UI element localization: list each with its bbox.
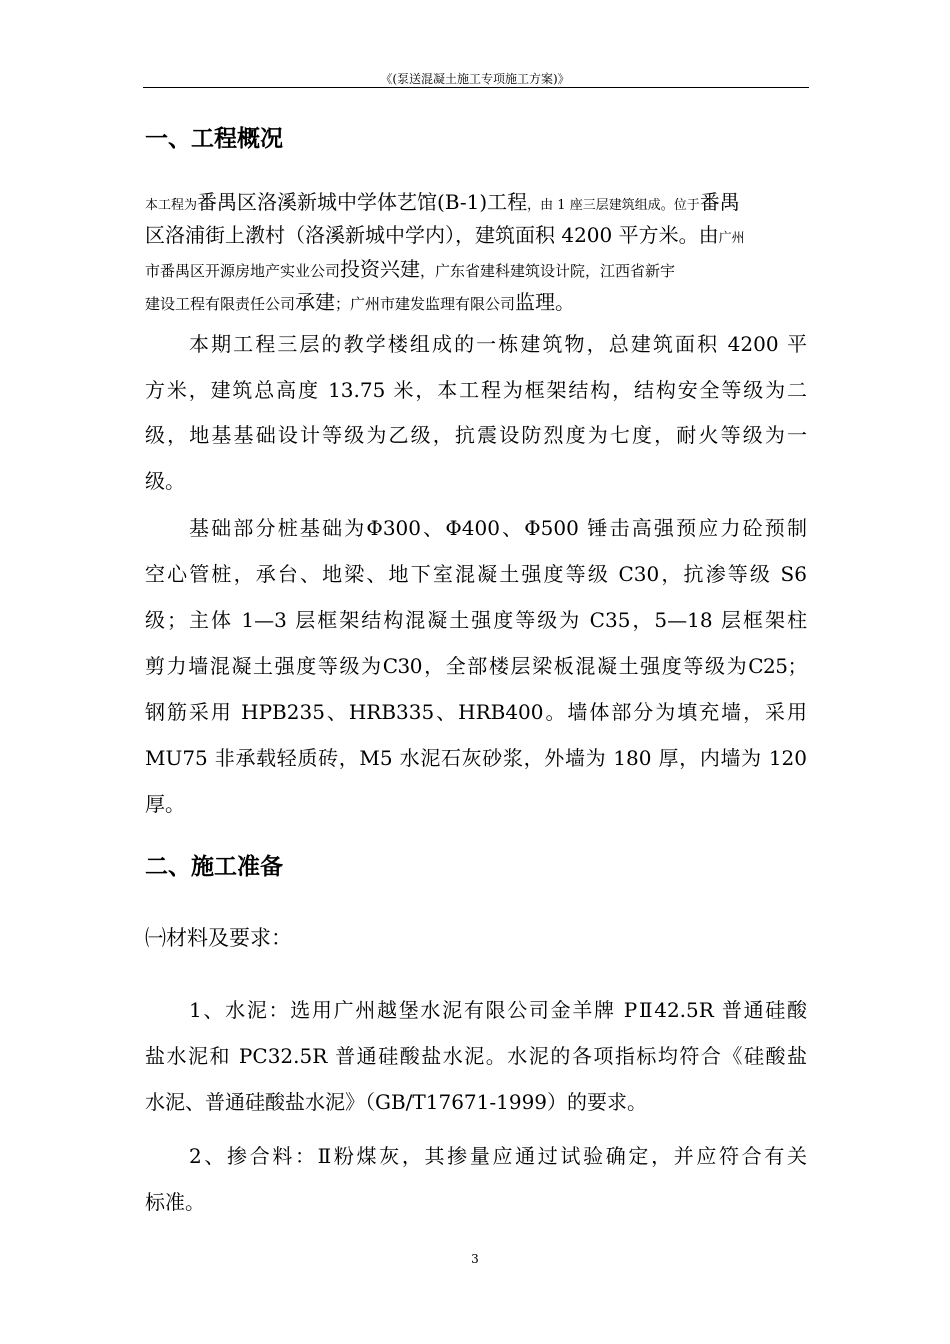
intro-line-3 (145, 253, 807, 282)
running-header: 《(泵送混凝土施工专项施工方案)》 (380, 72, 570, 86)
section-title-overview: 一、工程概况 (145, 126, 283, 152)
contractor: 建设工程有限责任公司 (145, 295, 296, 313)
intro-text: 承建 (295, 290, 336, 314)
supervisor: ；广州市建发监理有限公司 (335, 295, 516, 313)
investor: 市番禺区开源房地产实业公司 (145, 262, 341, 280)
intro-text: 广州 (718, 231, 745, 246)
intro-text: 投资兴建 (340, 257, 421, 281)
para2-line-1: 本期工程三层的教学楼组成的一栋建筑物，总建筑面积 4200 平 (189, 332, 807, 356)
intro-text: ，由 1 座三层建筑组成。位于 (527, 198, 700, 213)
para2-line-2: 方米，建筑总高度 13.75 米，本工程为框架结构，结构安全等级为二 (145, 378, 807, 402)
para3-line-7: 厚。 (145, 792, 185, 816)
area-text: ，建筑面积 4200 平方米。由 (455, 223, 719, 247)
section-title-preparation: 二、施工准备 (145, 854, 283, 880)
intro-text: 本工程为 (145, 198, 198, 213)
page-number: 3 (471, 1252, 479, 1266)
intro-line-1 (145, 186, 807, 215)
location: 区洛浦街上漖村（洛溪新城中学内） (145, 223, 455, 247)
para3-line-4: 剪力墙混凝土强度等级为C30，全部楼层梁板混凝土强度等级为C25； (145, 654, 807, 678)
location-start: 番禺 (699, 190, 740, 214)
para3-line-3: 级；主体 1—3 层框架结构混凝土强度等级为 C35，5—18 层框架柱 (145, 608, 807, 632)
item2-line-1: 2、掺合料：Ⅱ粉煤灰，其掺量应通过试验确定，并应符合有关 (189, 1144, 807, 1168)
intro-line-4 (145, 286, 807, 315)
para3-line-2: 空心管桩，承台、地梁、地下室混凝土强度等级 C30，抗渗等级 S6 (145, 562, 807, 586)
para3-line-6: MU75 非承载轻质砖，M5 水泥石灰砂浆，外墙为 180 厚，内墙为 120 (145, 746, 807, 770)
para2-line-3: 级，地基基础设计等级为乙级，抗震设防烈度为七度，耐火等级为一 (145, 423, 807, 447)
item1-line-3: 水泥、普通硅酸盐水泥》（GB/T17671-1999）的要求。 (145, 1090, 648, 1114)
item1-line-2: 盐水泥和 PC32.5R 普通硅酸盐水泥。水泥的各项指标均符合《硅酸盐 (145, 1044, 807, 1068)
project-name: 番禺区洛溪新城中学体艺馆(B-1)工程 (197, 190, 528, 214)
para3-line-5: 钢筋采用 HPB235、HRB335、HRB400。墙体部分为填充墙，采用 (145, 700, 807, 724)
item2-line-2: 标准。 (145, 1190, 205, 1214)
header-rule (143, 87, 809, 88)
subsection-materials: ㈠材料及要求： (145, 926, 292, 950)
para2-line-4: 级。 (145, 469, 185, 493)
para3-line-1: 基础部分桩基础为Φ300、Φ400、Φ500 锤击高强预应力砼预制 (189, 516, 807, 540)
item1-line-1: 1、水泥：选用广州越堡水泥有限公司金羊牌 PⅡ42.5R 普通硅酸 (189, 998, 807, 1022)
designer: ，广东省建科建筑设计院，江西省新宇 (420, 262, 676, 280)
intro-text: 监理。 (515, 290, 576, 314)
intro-line-2 (145, 219, 807, 248)
